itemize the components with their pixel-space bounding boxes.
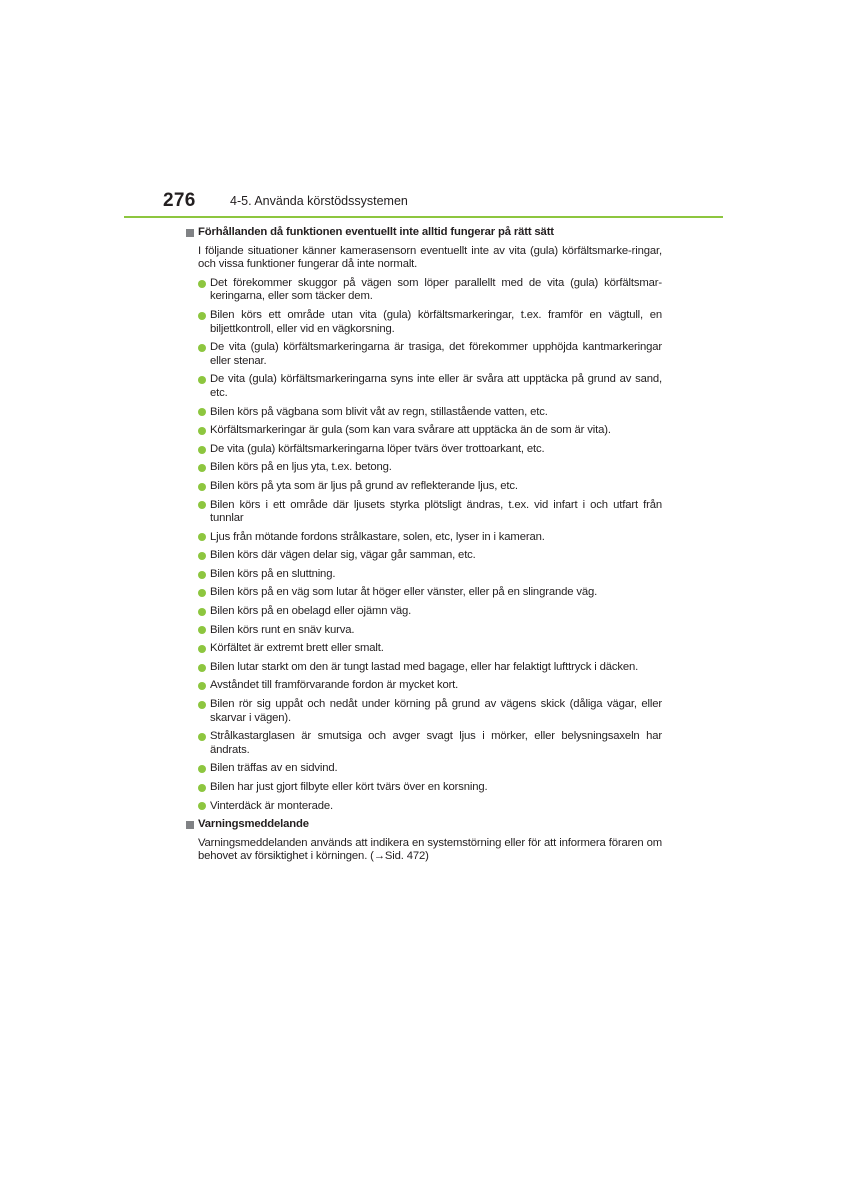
- warning-heading-text: Varningsmeddelande: [198, 818, 309, 831]
- list-item: [198, 762, 662, 776]
- green-dot-icon: [198, 626, 206, 634]
- list-item: [198, 698, 662, 725]
- green-dot-icon: [198, 802, 206, 810]
- list-item-text: Bilen körs på en obelagd eller ojämn väg.: [210, 605, 412, 618]
- list-item-text: Körfältsmarkeringar är gula (som kan vara svårare att upptäcka än de som är vita).: [210, 424, 611, 437]
- green-dot-icon: [198, 571, 206, 579]
- list-item: [198, 341, 662, 368]
- list-item: [198, 531, 662, 545]
- list-item-text: Ljus från mötande fordons strålkastare, solen, etc, lyser in i kameran.: [210, 530, 545, 543]
- conditions-list: [186, 277, 662, 813]
- list-item: [198, 480, 662, 494]
- list-item-text: Vinterdäck är monterade.: [210, 799, 334, 812]
- header-divider: [124, 216, 723, 218]
- list-item-text: Avståndet till framförvarande fordon är mycket kort.: [210, 679, 459, 692]
- list-item: [198, 443, 662, 457]
- green-dot-icon: [198, 483, 206, 491]
- list-item-text: Bilen träffas av en sidvind.: [210, 762, 338, 775]
- list-item: [198, 373, 662, 400]
- green-dot-icon: [198, 765, 206, 773]
- list-item: [198, 499, 662, 526]
- list-item-text: Bilen körs på en ljus yta, t.ex. betong.: [210, 461, 392, 474]
- list-item-text: De vita (gula) körfältsmarkeringarna syns inte eller är svåra att upptäcka på grund av sand, etc.: [210, 373, 662, 399]
- green-dot-icon: [198, 589, 206, 597]
- list-item: [198, 605, 662, 619]
- list-item-text: Bilen körs på yta som är ljus på grund av reflekterande ljus, etc.: [210, 479, 518, 492]
- list-item-text: Strålkastarglasen är smutsiga och avger svagt ljus i mörker, eller belysningsaxeln har ändrats.: [210, 730, 662, 756]
- warning-heading: [186, 818, 662, 832]
- list-item-text: Bilen körs där vägen delar sig, vägar går samman, etc.: [210, 549, 476, 562]
- green-dot-icon: [198, 682, 206, 690]
- conditions-heading-text: Förhållanden då funktionen eventuellt inte alltid fungerar på rätt sätt: [198, 226, 554, 238]
- green-dot-icon: [198, 376, 206, 384]
- green-dot-icon: [198, 280, 206, 288]
- warning-text: Varningsmeddelanden används att indikera en systemstörning eller för att informera föraren om behovet av försiktighet i körningen. (→Sid. 472): [198, 836, 662, 863]
- list-item: [198, 277, 662, 304]
- green-dot-icon: [198, 552, 206, 560]
- list-item-text: Det förekommer skuggor på vägen som löper parallellt med de vita (gula) körfältsmar-keringarna, eller som täcker dem.: [210, 276, 662, 303]
- list-item: [198, 406, 662, 420]
- green-dot-icon: [198, 501, 206, 509]
- green-dot-icon: [198, 645, 206, 653]
- green-dot-icon: [198, 408, 206, 416]
- list-item-text: Bilen har just gjort filbyte eller kört tvärs över en korsning.: [210, 781, 488, 793]
- list-item-text: Bilen körs ett område utan vita (gula) körfältsmarkeringar, t.ex. framför en vägtull, en biljettkontroll, eller vid en vägkorsning.: [210, 308, 662, 335]
- green-dot-icon: [198, 446, 206, 454]
- list-item: [198, 781, 662, 795]
- list-item: [198, 800, 662, 814]
- list-item: [198, 461, 662, 475]
- list-item: [198, 730, 662, 757]
- page-number: 276: [163, 190, 196, 211]
- list-item: [198, 624, 662, 638]
- green-dot-icon: [198, 344, 206, 352]
- list-item-text: Bilen körs på en sluttning.: [210, 567, 336, 580]
- list-item-text: Bilen körs i ett område där ljusets styrka plötsligt ändras, t.ex. vid infart i och utfart från tunnlar: [210, 498, 662, 525]
- list-item: [198, 642, 662, 656]
- green-dot-icon: [198, 701, 206, 709]
- list-item-text: Bilen körs på vägbana som blivit våt av regn, stillastående vatten, etc.: [210, 405, 548, 418]
- list-item-text: Körfältet är extremt brett eller smalt.: [210, 642, 384, 655]
- list-item: [198, 424, 662, 438]
- green-dot-icon: [198, 733, 206, 741]
- list-item-text: Bilen körs på en väg som lutar åt höger eller vänster, eller på en slingrande väg.: [210, 586, 598, 599]
- conditions-intro: I följande situationer känner kamerasensorn eventuellt inte av vita (gula) körfältsmarke-ringar, och vissa funktioner fungerar då inte normalt.: [198, 244, 662, 271]
- conditions-heading: [186, 226, 662, 240]
- green-dot-icon: [198, 427, 206, 435]
- list-item-text: Bilen körs runt en snäv kurva.: [210, 623, 355, 636]
- list-item: [198, 586, 662, 600]
- section-title: 4-5. Använda körstödssystemen: [230, 194, 408, 208]
- list-item-text: Bilen lutar starkt om den är tungt lastad med bagage, eller har felaktigt lufttryck i däcken.: [210, 660, 639, 673]
- list-item: [198, 679, 662, 693]
- green-dot-icon: [198, 664, 206, 672]
- list-item: [198, 549, 662, 563]
- list-item: [198, 661, 662, 675]
- gray-square-icon: [186, 821, 194, 829]
- green-dot-icon: [198, 608, 206, 616]
- main-content: [186, 226, 662, 869]
- green-dot-icon: [198, 784, 206, 792]
- green-dot-icon: [198, 312, 206, 320]
- list-item-text: De vita (gula) körfältsmarkeringarna löper tvärs över trottoarkant, etc.: [210, 442, 545, 455]
- list-item: [198, 309, 662, 336]
- list-item: [198, 568, 662, 582]
- green-dot-icon: [198, 464, 206, 472]
- green-dot-icon: [198, 533, 206, 541]
- gray-square-icon: [186, 229, 194, 237]
- list-item-text: De vita (gula) körfältsmarkeringarna är trasiga, det förekommer upphöjda kantmarkeringar eller stenar.: [210, 341, 662, 367]
- page-header: [163, 188, 723, 216]
- list-item-text: Bilen rör sig uppåt och nedåt under körning på grund av vägens skick (dåliga vägar, eller skarvar i vägen).: [210, 698, 662, 724]
